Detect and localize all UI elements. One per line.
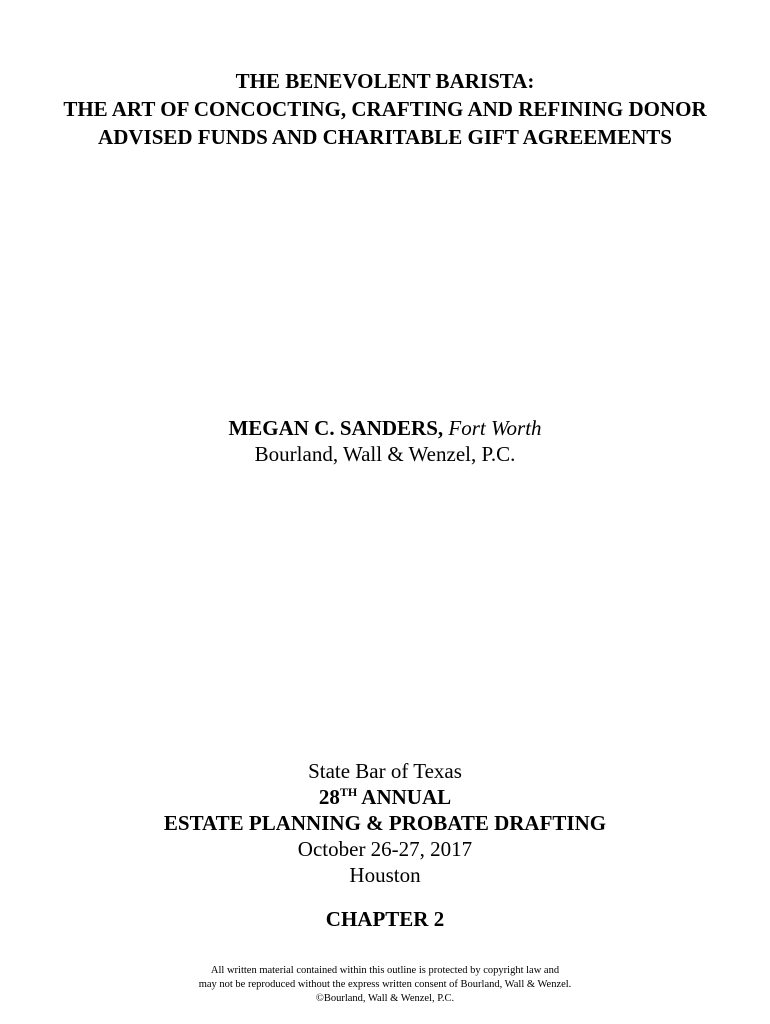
edition-suffix: TH bbox=[339, 785, 358, 799]
event-organization: State Bar of Texas bbox=[308, 759, 462, 783]
event-edition bbox=[0, 784, 770, 810]
chapter-heading: CHAPTER 2 bbox=[325, 907, 445, 931]
copyright-notice bbox=[0, 964, 770, 1006]
event-course: ESTATE PLANNING & PROBATE DRAFTING bbox=[163, 811, 607, 835]
edition-word: ANNUAL bbox=[361, 785, 452, 809]
author-city: Fort Worth bbox=[448, 416, 542, 440]
event-location: Houston bbox=[349, 863, 421, 887]
author-block bbox=[0, 415, 770, 467]
copyright-line-1: All written material contained within this outline is protected by copyright law and bbox=[210, 965, 560, 976]
edition-number: 28 bbox=[318, 785, 340, 809]
title-line-1: THE BENEVOLENT BARISTA: bbox=[235, 69, 535, 93]
title-line-3: ADVISED FUNDS AND CHARITABLE GIFT AGREEMENTS bbox=[98, 125, 672, 149]
copyright-line-3: ©Bourland, Wall & Wenzel, P.C. bbox=[315, 993, 455, 1004]
copyright-line-2: may not be reproduced without the express written consent of Bourland, Wall & Wenzel. bbox=[198, 979, 572, 990]
event-block bbox=[0, 758, 770, 888]
author-firm: Bourland, Wall & Wenzel, P.C. bbox=[254, 442, 516, 466]
document-title bbox=[0, 67, 770, 151]
event-dates: October 26-27, 2017 bbox=[297, 837, 473, 861]
title-line-2: THE ART OF CONCOCTING, CRAFTING AND REFINING DONOR bbox=[63, 97, 707, 121]
author-name: MEGAN C. SANDERS, bbox=[228, 416, 444, 440]
author-line bbox=[0, 415, 770, 441]
